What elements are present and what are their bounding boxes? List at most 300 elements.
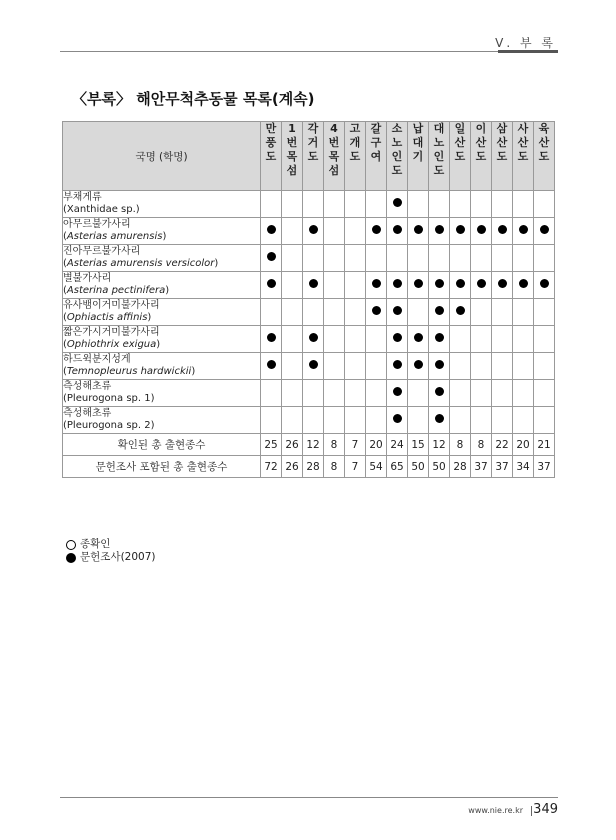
occurrence-cell: [471, 326, 492, 353]
occurrence-cell: [366, 380, 387, 407]
island-name-char: 노: [391, 136, 403, 149]
occurrence-cell: [408, 272, 429, 299]
island-name-char: 각: [307, 122, 319, 135]
occurrence-cell: [366, 299, 387, 326]
table-header-row: [63, 122, 555, 191]
filled-circle-icon: [435, 225, 444, 234]
island-name-char: 고: [349, 122, 361, 135]
occurrence-cell: [492, 407, 513, 434]
scientific-name: [63, 339, 260, 351]
filled-circle-icon: [519, 279, 528, 288]
scientific-name: [63, 285, 260, 297]
occurrence-cell: [324, 245, 345, 272]
summary-row: [63, 456, 555, 478]
sci-suffix: ): [156, 339, 161, 350]
species-count-cell: 54: [366, 456, 387, 478]
summary-label: 확인된 총 출현종수: [63, 434, 261, 456]
species-count-cell: 65: [387, 456, 408, 478]
occurrence-cell: [366, 245, 387, 272]
scientific-name: [63, 366, 260, 378]
island-column-header: [492, 122, 513, 191]
island-name-char: 이: [475, 122, 487, 135]
occurrence-cell: [408, 380, 429, 407]
korean-name: 하드윅분지성게: [63, 354, 131, 365]
page-title: 〈부록〉 해안무척추동물 목록(계속): [72, 90, 315, 108]
occurrence-cell: [429, 299, 450, 326]
occurrence-cell: [513, 191, 534, 218]
occurrence-cell: [345, 272, 366, 299]
sci-prefix: (: [63, 366, 67, 377]
sci-suffix: ): [191, 366, 196, 377]
occurrence-cell: [282, 299, 303, 326]
occurrence-cell: [261, 380, 282, 407]
filled-circle-icon: [435, 279, 444, 288]
occurrence-cell: [429, 326, 450, 353]
species-count-cell: 7: [345, 456, 366, 478]
species-count-cell: 24: [387, 434, 408, 456]
occurrence-cell: [387, 353, 408, 380]
island-name-char: 여: [370, 150, 382, 163]
island-column-header: [303, 122, 324, 191]
island-name-char: 도: [538, 150, 550, 163]
occurrence-cell: [345, 299, 366, 326]
filled-circle-icon: [498, 279, 507, 288]
island-name-char: 번: [328, 136, 340, 149]
occurrence-cell: [261, 407, 282, 434]
sci-suffix: ): [165, 285, 170, 296]
occurrence-cell: [408, 326, 429, 353]
occurrence-cell: [450, 218, 471, 245]
occurrence-cell: [366, 272, 387, 299]
occurrence-cell: [471, 218, 492, 245]
legend-label: 종확인: [80, 538, 111, 550]
occurrence-cell: [408, 218, 429, 245]
occurrence-cell: [324, 380, 345, 407]
filled-circle-icon: [393, 360, 402, 369]
occurrence-cell: [324, 218, 345, 245]
footer-website: www.nie.re.kr: [468, 806, 523, 815]
occurrence-cell: [534, 191, 555, 218]
occurrence-cell: [429, 407, 450, 434]
island-name-char: 육: [538, 122, 550, 135]
occurrence-cell: [471, 407, 492, 434]
occurrence-cell: [261, 299, 282, 326]
occurrence-cell: [387, 218, 408, 245]
filled-circle-icon: [309, 225, 318, 234]
occurrence-cell: [429, 353, 450, 380]
island-column-header: [261, 122, 282, 191]
sci-prefix: (Xanthidae sp.): [63, 204, 140, 215]
island-name-char: 섬: [328, 164, 340, 177]
scientific-name: [63, 231, 260, 243]
island-name-char: 섬: [286, 164, 298, 177]
occurrence-cell: [345, 353, 366, 380]
occurrence-cell: [408, 191, 429, 218]
island-column-header: [387, 122, 408, 191]
island-name-char: 도: [391, 164, 403, 177]
island-name-char: 만: [265, 122, 277, 135]
occurrence-cell: [387, 326, 408, 353]
species-count-cell: 8: [324, 456, 345, 478]
footer-rule: [60, 797, 558, 798]
occurrence-cell: [534, 272, 555, 299]
island-name-char: 도: [349, 150, 361, 163]
occurrence-cell: [303, 407, 324, 434]
sci-suffix: ): [214, 258, 219, 269]
occurrence-cell: [366, 353, 387, 380]
occurrence-cell: [534, 380, 555, 407]
occurrence-cell: [408, 245, 429, 272]
sci-italic: Asterina pectinifera: [66, 285, 166, 296]
occurrence-cell: [408, 353, 429, 380]
occurrence-cell: [387, 407, 408, 434]
korean-name: 아무르불가사리: [63, 219, 131, 230]
species-count-cell: 12: [429, 434, 450, 456]
filled-circle-icon: [372, 306, 381, 315]
sci-italic: Ophiactis affinis: [66, 312, 148, 323]
filled-circle-icon: [414, 360, 423, 369]
header-rule: [60, 51, 558, 52]
occurrence-cell: [366, 407, 387, 434]
occurrence-cell: [534, 299, 555, 326]
occurrence-cell: [324, 326, 345, 353]
occurrence-cell: [471, 245, 492, 272]
occurrence-cell: [303, 353, 324, 380]
scientific-name: [63, 393, 260, 405]
island-name-char: 대: [412, 136, 424, 149]
filled-circle-icon: [267, 279, 276, 288]
table-row: [63, 218, 555, 245]
occurrence-cell: [345, 326, 366, 353]
species-count-cell: 50: [429, 456, 450, 478]
filled-circle-icon: [393, 306, 402, 315]
filled-circle-icon: [519, 225, 528, 234]
island-column-header: [408, 122, 429, 191]
species-count-cell: 50: [408, 456, 429, 478]
island-name-char: 산: [538, 136, 550, 149]
island-name-char: 4: [330, 122, 338, 135]
island-name-char: 일: [454, 122, 466, 135]
species-count-cell: 34: [513, 456, 534, 478]
occurrence-cell: [366, 218, 387, 245]
occurrence-cell: [261, 191, 282, 218]
occurrence-cell: [429, 245, 450, 272]
occurrence-cell: [534, 218, 555, 245]
sci-suffix: ): [147, 312, 152, 323]
occurrence-cell: [387, 245, 408, 272]
occurrence-cell: [408, 299, 429, 326]
occurrence-cell: [513, 380, 534, 407]
occurrence-cell: [450, 299, 471, 326]
filled-circle-icon: [435, 414, 444, 423]
occurrence-cell: [513, 245, 534, 272]
species-name-cell: [63, 191, 261, 218]
korean-name: 별불가사리: [63, 273, 112, 284]
species-name-cell: [63, 299, 261, 326]
species-count-cell: 8: [324, 434, 345, 456]
filled-circle-icon: [540, 225, 549, 234]
legend: [66, 538, 156, 564]
occurrence-cell: [282, 407, 303, 434]
occurrence-cell: [534, 245, 555, 272]
filled-circle-icon: [66, 553, 76, 563]
island-name-char: 인: [433, 150, 445, 163]
island-name-char: 산: [454, 136, 466, 149]
scientific-name: [63, 312, 260, 324]
species-name-cell: [63, 272, 261, 299]
occurrence-cell: [492, 299, 513, 326]
occurrence-cell: [492, 380, 513, 407]
filled-circle-icon: [393, 414, 402, 423]
island-name-char: 노: [433, 136, 445, 149]
occurrence-cell: [261, 272, 282, 299]
filled-circle-icon: [435, 306, 444, 315]
korean-name: 부채게류: [63, 192, 102, 203]
occurrence-cell: [492, 353, 513, 380]
filled-circle-icon: [267, 333, 276, 342]
island-name-char: 소: [391, 122, 403, 135]
island-name-char: 사: [517, 122, 529, 135]
island-name-char: 도: [454, 150, 466, 163]
island-name-char: 대: [433, 122, 445, 135]
occurrence-cell: [429, 272, 450, 299]
occurrence-cell: [408, 407, 429, 434]
species-name-cell: [63, 326, 261, 353]
occurrence-cell: [324, 272, 345, 299]
species-count-cell: 21: [534, 434, 555, 456]
island-name-char: 번: [286, 136, 298, 149]
scientific-name: [63, 258, 260, 270]
occurrence-cell: [324, 407, 345, 434]
occurrence-cell: [387, 299, 408, 326]
species-name-cell: [63, 380, 261, 407]
summary-row: [63, 434, 555, 456]
species-table: [62, 121, 555, 478]
sci-prefix: (: [63, 339, 67, 350]
species-name-cell: [63, 245, 261, 272]
filled-circle-icon: [309, 360, 318, 369]
species-count-cell: 22: [492, 434, 513, 456]
occurrence-cell: [450, 272, 471, 299]
occurrence-cell: [282, 245, 303, 272]
island-column-header: [324, 122, 345, 191]
occurrence-cell: [324, 299, 345, 326]
occurrence-cell: [387, 191, 408, 218]
occurrence-cell: [261, 245, 282, 272]
occurrence-cell: [303, 380, 324, 407]
filled-circle-icon: [372, 279, 381, 288]
island-name-char: 도: [433, 164, 445, 177]
occurrence-cell: [324, 353, 345, 380]
occurrence-cell: [366, 326, 387, 353]
sci-prefix: (: [63, 258, 67, 269]
occurrence-cell: [513, 353, 534, 380]
occurrence-cell: [303, 191, 324, 218]
species-count-cell: 20: [366, 434, 387, 456]
sci-italic: Asterias amurensis versicolor: [66, 258, 215, 269]
filled-circle-icon: [435, 387, 444, 396]
filled-circle-icon: [414, 333, 423, 342]
filled-circle-icon: [267, 252, 276, 261]
island-column-header: [450, 122, 471, 191]
legend-label: 문헌조사(2007): [80, 551, 156, 563]
filled-circle-icon: [393, 198, 402, 207]
island-name-char: 도: [517, 150, 529, 163]
occurrence-cell: [492, 326, 513, 353]
korean-name: 유사뱀이거미불가사리: [63, 300, 160, 311]
occurrence-cell: [471, 353, 492, 380]
species-count-cell: 26: [282, 456, 303, 478]
korean-name: 측성해초류: [63, 408, 112, 419]
island-name-char: 산: [475, 136, 487, 149]
korean-name: 짧은가시거미불가사리: [63, 327, 160, 338]
occurrence-cell: [345, 245, 366, 272]
occurrence-cell: [303, 326, 324, 353]
occurrence-cell: [450, 407, 471, 434]
occurrence-cell: [534, 407, 555, 434]
island-name-char: 기: [412, 150, 424, 163]
occurrence-cell: [450, 353, 471, 380]
island-name-char: 거: [307, 136, 319, 149]
occurrence-cell: [513, 299, 534, 326]
occurrence-cell: [492, 218, 513, 245]
species-count-cell: 26: [282, 434, 303, 456]
table-row: [63, 380, 555, 407]
occurrence-cell: [471, 299, 492, 326]
sci-prefix: (Pleurogona sp. 2): [63, 420, 155, 431]
table-row: [63, 353, 555, 380]
legend-item-confirmed: [66, 538, 156, 551]
occurrence-cell: [303, 299, 324, 326]
species-count-cell: 37: [471, 456, 492, 478]
occurrence-cell: [513, 326, 534, 353]
occurrence-cell: [282, 272, 303, 299]
island-name-char: 풍: [265, 136, 277, 149]
filled-circle-icon: [393, 279, 402, 288]
island-name-char: 도: [496, 150, 508, 163]
species-count-cell: 15: [408, 434, 429, 456]
filled-circle-icon: [414, 225, 423, 234]
sci-italic: Temnopleurus hardwickii: [66, 366, 192, 377]
filled-circle-icon: [456, 225, 465, 234]
occurrence-cell: [492, 245, 513, 272]
filled-circle-icon: [414, 279, 423, 288]
sci-prefix: (Pleurogona sp. 1): [63, 393, 155, 404]
occurrence-cell: [387, 272, 408, 299]
table-row: [63, 299, 555, 326]
occurrence-cell: [492, 191, 513, 218]
korean-name: 측성해초류: [63, 381, 112, 392]
table-row: [63, 191, 555, 218]
sci-prefix: (: [63, 231, 67, 242]
occurrence-cell: [303, 245, 324, 272]
occurrence-cell: [471, 380, 492, 407]
occurrence-cell: [471, 191, 492, 218]
occurrence-cell: [303, 272, 324, 299]
occurrence-cell: [282, 353, 303, 380]
filled-circle-icon: [435, 360, 444, 369]
occurrence-cell: [534, 353, 555, 380]
occurrence-cell: [345, 407, 366, 434]
scientific-name: [63, 204, 260, 216]
species-count-cell: 37: [492, 456, 513, 478]
filled-circle-icon: [477, 279, 486, 288]
filled-circle-icon: [372, 225, 381, 234]
island-name-char: 납: [412, 122, 424, 135]
occurrence-cell: [387, 380, 408, 407]
filled-circle-icon: [393, 387, 402, 396]
species-count-cell: 28: [450, 456, 471, 478]
occurrence-cell: [345, 380, 366, 407]
filled-circle-icon: [435, 333, 444, 342]
island-column-header: [429, 122, 450, 191]
filled-circle-icon: [393, 225, 402, 234]
summary-label: 문헌조사 포함된 총 출현종수: [63, 456, 261, 478]
island-name-char: 구: [370, 136, 382, 149]
species-count-cell: 8: [450, 434, 471, 456]
sci-italic: Asterias amurensis: [66, 231, 163, 242]
filled-circle-icon: [477, 225, 486, 234]
island-column-header: [282, 122, 303, 191]
island-name-char: 도: [265, 150, 277, 163]
table-row: [63, 407, 555, 434]
island-name-char: 인: [391, 150, 403, 163]
occurrence-cell: [513, 218, 534, 245]
island-name-char: 삼: [496, 122, 508, 135]
island-column-header: [345, 122, 366, 191]
filled-circle-icon: [267, 360, 276, 369]
occurrence-cell: [366, 191, 387, 218]
table-row: [63, 272, 555, 299]
occurrence-cell: [429, 218, 450, 245]
island-column-header: [471, 122, 492, 191]
occurrence-cell: [261, 326, 282, 353]
occurrence-cell: [261, 218, 282, 245]
island-column-header: [513, 122, 534, 191]
filled-circle-icon: [498, 225, 507, 234]
island-name-char: 목: [286, 150, 298, 163]
occurrence-cell: [324, 191, 345, 218]
species-count-cell: 25: [261, 434, 282, 456]
occurrence-cell: [471, 272, 492, 299]
occurrence-cell: [303, 218, 324, 245]
filled-circle-icon: [393, 333, 402, 342]
species-name-cell: [63, 407, 261, 434]
occurrence-cell: [429, 191, 450, 218]
occurrence-cell: [345, 218, 366, 245]
table-row: [63, 326, 555, 353]
island-name-char: 갈: [370, 122, 382, 135]
open-circle-icon: [66, 540, 76, 550]
sci-prefix: (: [63, 285, 67, 296]
occurrence-cell: [534, 326, 555, 353]
island-name-char: 1: [288, 122, 296, 135]
filled-circle-icon: [456, 306, 465, 315]
sci-suffix: ): [162, 231, 167, 242]
scientific-name: [63, 420, 260, 432]
species-name-cell: [63, 218, 261, 245]
filled-circle-icon: [267, 225, 276, 234]
page-number: 349: [533, 802, 558, 817]
island-column-header: [534, 122, 555, 191]
header-accent-bar: [498, 50, 558, 53]
species-count-cell: 37: [534, 456, 555, 478]
occurrence-cell: [450, 245, 471, 272]
table-row: [63, 245, 555, 272]
occurrence-cell: [282, 191, 303, 218]
occurrence-cell: [282, 218, 303, 245]
island-name-char: 산: [496, 136, 508, 149]
